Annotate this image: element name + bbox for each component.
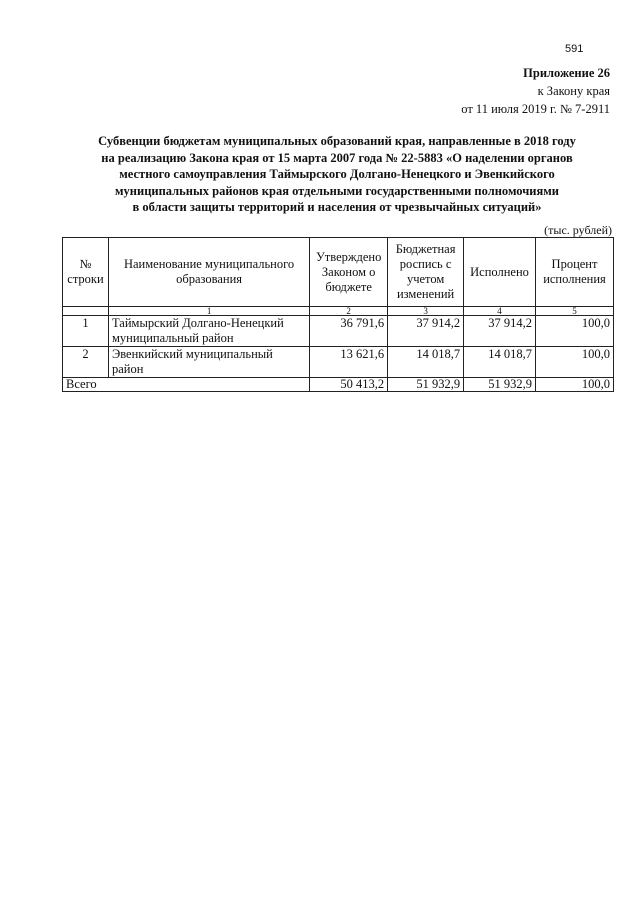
approved-value: 36 791,6: [310, 316, 388, 347]
title-line-3: местного самоуправления Таймырского Долгано-Ненецкого и Эвенкийского: [119, 167, 555, 181]
municipality-name: Эвенкийский муниципальный район: [108, 347, 309, 378]
document-title: [62, 133, 612, 216]
column-number: 4: [464, 307, 536, 316]
executed-value: 14 018,7: [464, 347, 536, 378]
total-executed: 51 932,9: [464, 378, 536, 392]
appendix-header: [461, 64, 610, 118]
total-percent: 100,0: [536, 378, 614, 392]
appendix-title: Приложение 26: [523, 66, 610, 80]
appendix-line-2: от 11 июля 2019 г. № 7-2911: [461, 102, 610, 116]
header-row-number: № строки: [63, 238, 109, 307]
subvention-table: [62, 237, 614, 392]
budget-value: 14 018,7: [388, 347, 464, 378]
municipality-name: Таймырский Долгано-Ненецкий муниципальный район: [108, 316, 309, 347]
title-line-2: на реализацию Закона края от 15 марта 2007 года № 22-5883 «О наделении органов: [101, 150, 573, 165]
column-number: 2: [310, 307, 388, 316]
total-label: Всего: [63, 378, 310, 392]
header-executed: Исполнено: [464, 238, 536, 307]
column-number: 1: [108, 307, 309, 316]
executed-value: 37 914,2: [464, 316, 536, 347]
column-number: 5: [536, 307, 614, 316]
approved-value: 13 621,6: [310, 347, 388, 378]
header-budget-schedule: Бюджетная роспись с учетом изменений: [388, 238, 464, 307]
title-line-5: в области защиты территорий и населения от чрезвычайных ситуаций»: [132, 200, 542, 214]
total-approved: 50 413,2: [310, 378, 388, 392]
total-budget: 51 932,9: [388, 378, 464, 392]
header-municipality: Наименование муниципального образования: [108, 238, 309, 307]
total-row: [63, 378, 614, 392]
appendix-line-1: к Закону края: [537, 84, 610, 98]
title-line-1: Субвенции бюджетам муниципальных образований края, направленные в 2018 году: [98, 134, 576, 148]
column-number: [63, 307, 109, 316]
units-label: (тыс. рублей): [544, 223, 612, 237]
page-number: 591: [565, 43, 584, 55]
row-number: 2: [63, 347, 109, 378]
percent-value: 100,0: [536, 347, 614, 378]
header-approved: Утверждено Законом о бюджете: [310, 238, 388, 307]
column-number-row: [63, 307, 614, 316]
title-line-4: муниципальных районов края отдельными государственными полномочиями: [115, 183, 559, 198]
table-row: [63, 316, 614, 347]
column-number: 3: [388, 307, 464, 316]
table-row: [63, 347, 614, 378]
table-header-row: [63, 238, 614, 307]
header-percent: Процент исполнения: [536, 238, 614, 307]
row-number: 1: [63, 316, 109, 347]
percent-value: 100,0: [536, 316, 614, 347]
budget-value: 37 914,2: [388, 316, 464, 347]
